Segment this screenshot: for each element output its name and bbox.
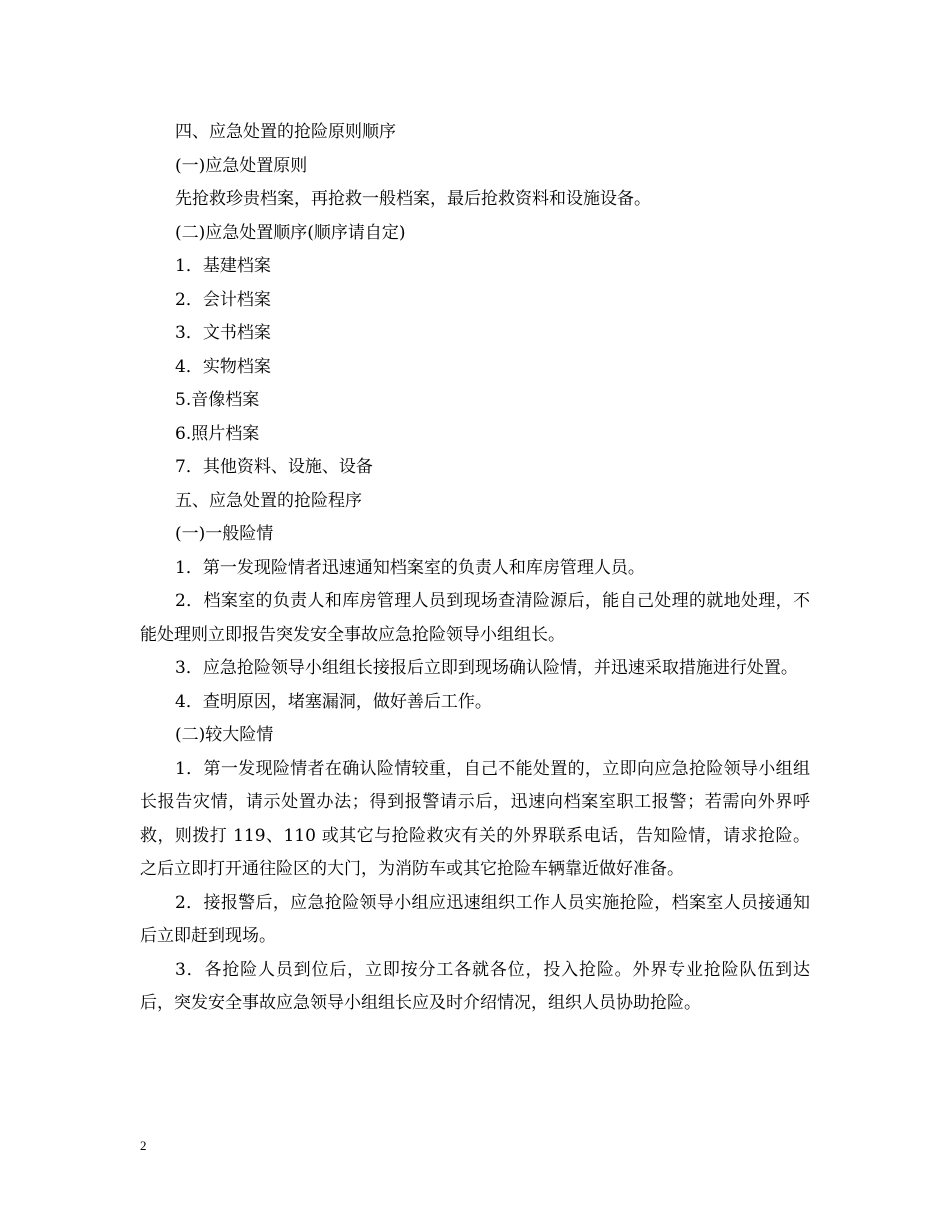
list-item: 7．其他资料、设施、设备 <box>175 457 373 477</box>
page-number: 2 <box>140 1138 147 1153</box>
paragraph: 4．查明原因，堵塞漏洞，做好善后工作。 <box>175 691 492 712</box>
list-item: 2．会计档案 <box>175 289 271 310</box>
section-heading: 四、应急处置的抢险原则顺序 <box>175 122 396 142</box>
paragraph: 2．档案室的负责人和库房管理人员到现场查清险源后，能自己处理的就地处理，不能处理则立即报告突发安全事故应急抢险领导小组组长。 <box>140 591 810 645</box>
list-item: 6.照片档案 <box>175 423 260 444</box>
subsection-heading: (二)应急处置顺序(顺序请自定) <box>175 222 406 243</box>
section-heading: 五、应急处置的抢险程序 <box>175 490 362 511</box>
list-item: 1．基建档案 <box>175 256 271 276</box>
list-item: 5.音像档案 <box>175 390 260 410</box>
subsection-heading: (二)较大险情 <box>175 725 274 745</box>
list-item: 4．实物档案 <box>175 356 271 377</box>
list-item: 3．文书档案 <box>175 323 271 343</box>
paragraph: 先抢救珍贵档案，再抢救一般档案，最后抢救资料和设施设备。 <box>175 189 651 209</box>
paragraph: 1．第一发现险情者在确认险情较重，自己不能处置的，立即向应急抢险领导小组组长报告灾情，请示处置办法；得到报警请示后，迅速向档案室职工报警；若需向外界呼救，则拨打 119、110 或其它与抢险救灾有关的外界联系电话，告知险情，请求抢险。之后立即打开通往险区的大门，为消防车或其它抢险车辆靠近做好准备。 <box>140 758 810 879</box>
subsection-heading: (一)应急处置原则 <box>175 155 308 176</box>
subsection-heading: (一)一般险情 <box>175 524 274 544</box>
paragraph: 1．第一发现险情者迅速通知档案室的负责人和库房管理人员。 <box>175 557 645 578</box>
paragraph: 2．接报警后，应急抢险领导小组应迅速组织工作人员实施抢险，档案室人员接通知后立即赶到现场。 <box>140 892 810 946</box>
paragraph: 3．各抢险人员到位后，立即按分工各就各位，投入抢险。外界专业抢险队伍到达后，突发安全事故应急领导小组组长应及时介绍情况，组织人员协助抢险。 <box>140 959 810 1013</box>
paragraph: 3．应急抢险领导小组组长接报后立即到现场确认险情，并迅速采取措施进行处置。 <box>175 658 798 678</box>
document-body <box>140 116 810 1021</box>
